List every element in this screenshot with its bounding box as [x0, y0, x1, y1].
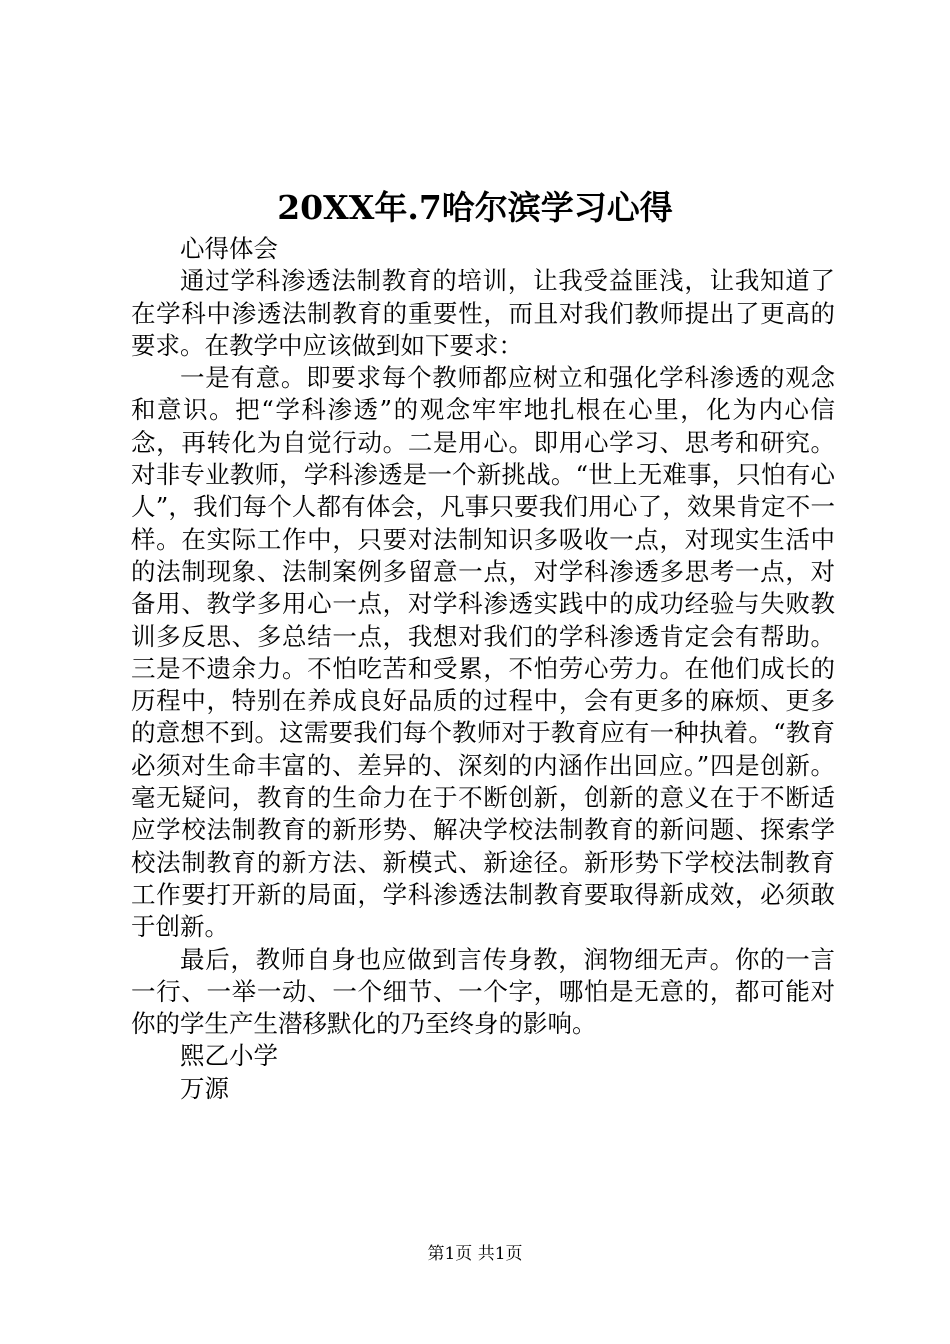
document-title: 20XX年.7哈尔滨学习心得 — [277, 188, 673, 227]
signature-school: 熙乙小学 — [180, 1041, 278, 1071]
page-footer: 第1页 共1页 — [427, 1244, 523, 1264]
document-body — [131, 233, 835, 1105]
paragraph-requirements: 一是有意。即要求每个教师都应树立和强化学科渗透的观念和意识。把“学科渗透”的观念牢牢地扎根在心里，化为内心信念，再转化为自觉行动。二是用心。即用心学习、思考和研究。对非专业教师，学科渗透是一个新挑战。“世上无难事，只怕有心人”，我们每个人都有体会，凡事只要我们用心了，效果肯定不一样。在实际工作中，只要对法制知识多吸收一点，对现实生活中的法制现象、法制案例多留意一点，对学科渗透多思考一点，对备用、教学多用心一点，对学科渗透实践中的成功经验与失败教训多反思、多总结一点，我想对我们的学科渗透肯定会有帮助。三是不遗余力。不怕吃苦和受累，不怕劳心劳力。在他们成长的历程中，特别在养成良好品质的过程中，会有更多的麻烦、更多的意想不到。这需要我们每个教师对于教育应有一种执着。“教育必须对生命丰富的、差异的、深刻的内涵作出回应。”四是创新。毫无疑问，教育的生命力在于不断创新，创新的意义在于不断适应学校法制教育的新形势、解决学校法制教育的新问题、探索学校法制教育的新方法、新模式、新途径。新形势下学校法制教育工作要打开新的局面，学科渗透法制教育要取得新成效，必须敢于创新。 — [131, 363, 835, 942]
signature-author: 万源 — [180, 1073, 229, 1103]
paragraph-intro: 通过学科渗透法制教育的培训，让我受益匪浅，让我知道了在学科中渗透法制教育的重要性，而且对我们教师提出了更高的要求。在教学中应该做到如下要求： — [131, 266, 835, 360]
paragraph-heading: 心得体会 — [180, 234, 278, 263]
paragraph-conclusion: 最后，教师自身也应做到言传身教，润物细无声。你的一言一行、一举一动、一个细节、一个字，哪怕是无意的，都可能对你的学生产生潜移默化的乃至终身的影响。 — [131, 944, 835, 1039]
